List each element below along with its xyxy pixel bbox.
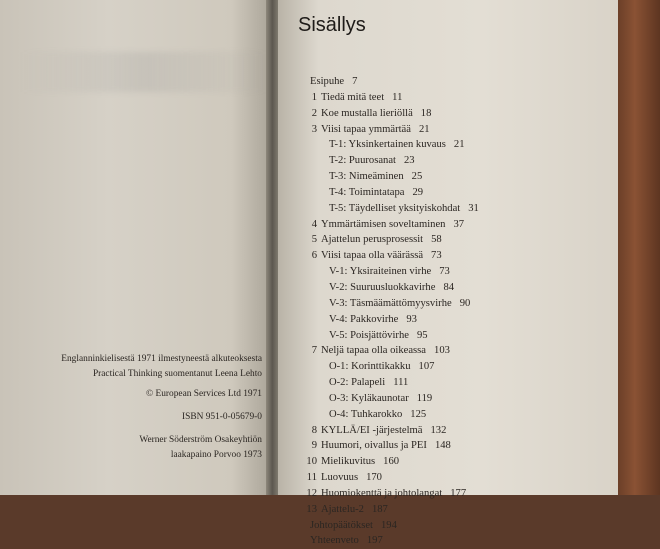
toc-entry (306, 454, 610, 470)
toc-entry-number: 11 (306, 472, 317, 484)
toc-entry-title: Mielikuvitus (321, 456, 376, 468)
toc-entry-body (329, 280, 454, 296)
toc-entry-body (329, 312, 417, 328)
toc-entry-number: 6 (311, 250, 317, 262)
toc-entry-number: 12 (306, 487, 317, 499)
toc-entry-page: 58 (431, 234, 442, 246)
imprint-printer: laakapaino Porvoo 1973 (170, 449, 262, 460)
toc-entry-title: Ymmärtämisen soveltaminen (321, 218, 446, 230)
toc-entry-page: 21 (453, 139, 465, 151)
toc-entry-body (321, 486, 466, 502)
toc-entry (310, 90, 610, 106)
toc-entry-page: 187 (371, 503, 388, 515)
toc-entry-body (310, 518, 397, 534)
toc-entry (310, 217, 610, 233)
toc-entry-body (321, 470, 382, 486)
toc-entry (310, 122, 610, 138)
toc-entry-body (321, 106, 431, 122)
toc-entry-title: Neljä tapaa olla oikeassa (321, 345, 427, 357)
toc-entry-title: Viisi tapaa ymmärtää (321, 123, 411, 135)
imprint-copyright: © European Services Ltd 1971 (146, 389, 262, 399)
toc-entry-page: 194 (380, 519, 397, 531)
toc-entry-title: Ajattelu-2 (321, 503, 364, 515)
toc-entry-page: 103 (434, 345, 450, 357)
toc-entry (306, 486, 610, 502)
toc-entry (310, 533, 610, 549)
toc-entry-title: V-4: Pakkovirhe (329, 313, 399, 325)
toc-entry-page: 18 (420, 107, 432, 119)
toc-entry-body (310, 74, 357, 90)
toc-entry-body (329, 359, 434, 375)
toc-entry (310, 137, 610, 153)
toc-title: Sisällys (298, 14, 366, 36)
toc-entry (306, 502, 610, 518)
toc-entry-page: 111 (393, 377, 409, 389)
toc-entry (310, 74, 610, 90)
toc-entry (310, 407, 610, 423)
toc-entry (310, 438, 610, 454)
toc-entry-body (329, 296, 470, 312)
toc-entry-body (329, 407, 426, 423)
toc-entry-body (329, 375, 408, 391)
toc-entry (310, 312, 610, 328)
toc-entry-page: 132 (430, 424, 447, 436)
toc-entry-body (329, 153, 415, 169)
toc-entry-title: Viisi tapaa olla väärässä (321, 250, 424, 262)
toc-entry-page: 73 (439, 266, 450, 278)
toc-entry-page: 177 (450, 487, 467, 499)
toc-entry-title: T-3: Nimeäminen (329, 171, 404, 183)
toc-entry-page: 7 (352, 76, 358, 87)
toc-entry-page: 25 (411, 171, 423, 183)
toc-entry-body (321, 232, 442, 248)
toc-entry-number: 2 (311, 107, 317, 119)
toc-entry (306, 470, 610, 486)
toc-entry-title: Yhteenveto (310, 535, 359, 547)
toc-entry-title: KYLLÄ/EI -järjestelmä (321, 424, 423, 436)
toc-entry-title: T-2: Puurosanat (329, 155, 396, 167)
toc-entry-page: 148 (434, 440, 451, 452)
toc-entry-body (321, 423, 446, 439)
toc-entry (310, 518, 610, 534)
toc-entry-page: 93 (406, 313, 417, 325)
imprint-block (0, 352, 262, 462)
imprint-original-line: Englanninkielisestä 1971 ilmestyneestä alkuteoksesta (61, 354, 262, 364)
toc-entry-body (321, 438, 451, 454)
toc-entry-title: V-1: Yksiraiteinen virhe (329, 266, 432, 278)
toc-entry-body (321, 217, 464, 233)
toc-entry (310, 232, 610, 248)
show-through-print (20, 52, 270, 92)
toc-entry-body (329, 328, 428, 344)
toc-entry-body (329, 264, 450, 280)
toc-entry-body (321, 90, 402, 106)
toc-entry-body (321, 248, 442, 264)
toc-entry-number: 7 (311, 345, 317, 357)
toc-entry-page: 84 (443, 281, 455, 293)
toc-entry-page: 11 (392, 91, 403, 103)
toc-entry-title: O-2: Palapeli (329, 377, 386, 389)
imprint-isbn: ISBN 951-0-05679-0 (182, 411, 262, 422)
toc-entry-body (329, 169, 422, 185)
toc-entry-title: Ajattelun perusprosessit (321, 234, 424, 246)
toc-entry (310, 375, 610, 391)
toc-entry-page: 29 (412, 186, 424, 198)
toc-entry-title: Huomiokenttä ja johtolangat (321, 487, 443, 499)
toc-entry-page: 170 (366, 472, 382, 484)
toc-entry (310, 328, 610, 344)
toc-entry-title: Esipuhe (310, 76, 345, 87)
toc-entry (310, 391, 610, 407)
toc-entry-body (329, 201, 479, 217)
toc-entry (310, 264, 610, 280)
toc-entry-page: 160 (383, 456, 400, 468)
toc-entry-page: 21 (418, 123, 430, 135)
toc-entry-title: V-3: Täsmäämättömyysvirhe (329, 297, 452, 309)
toc-entry-number: 9 (311, 440, 317, 452)
toc-entry-body (329, 391, 432, 407)
toc-entry-body (321, 454, 399, 470)
toc-entry-title: Koe mustalla lieriöllä (321, 107, 413, 119)
toc-entry-title: V-2: Suuruusluokkavirhe (329, 281, 436, 293)
toc-entry (310, 423, 610, 439)
toc-list (306, 74, 610, 549)
toc-entry-page: 23 (404, 155, 415, 167)
toc-entry-body (321, 502, 388, 518)
toc-entry-page: 31 (468, 202, 479, 214)
imprint-publisher: Werner Söderström Osakeyhtiön (139, 435, 262, 445)
toc-entry-title: T-1: Yksinkertainen kuvaus (329, 139, 446, 151)
toc-entry-number: 3 (311, 123, 317, 135)
toc-entry (310, 185, 610, 201)
toc-entry-number: 10 (306, 456, 317, 468)
toc-entry-title: Luovuus (321, 472, 359, 484)
toc-entry (310, 248, 610, 264)
toc-entry-page: 90 (459, 297, 471, 309)
toc-entry-title: T-4: Toimintatapa (329, 186, 405, 198)
toc-entry-body (321, 122, 430, 138)
toc-entry-number: 5 (311, 234, 317, 246)
toc-entry (310, 106, 610, 122)
toc-entry-body (329, 137, 465, 153)
toc-entry-title: O-1: Korinttikakku (329, 361, 411, 373)
toc-entry-page: 107 (418, 361, 435, 373)
toc-entry-number: 1 (311, 91, 317, 103)
toc-entry (310, 296, 610, 312)
toc-entry-number: 8 (311, 424, 317, 436)
toc-entry-page: 95 (416, 329, 428, 341)
toc-entry-body (329, 185, 423, 201)
toc-entry-body (321, 343, 450, 359)
toc-entry-title: Tiedä mitä teet (321, 91, 385, 103)
toc-entry-page: 119 (416, 392, 433, 404)
table-surface (618, 0, 660, 495)
toc-entry-number: 4 (311, 218, 317, 230)
toc-entry (310, 201, 610, 217)
toc-entry-page: 73 (431, 250, 442, 262)
left-page (0, 0, 272, 495)
toc-entry-title: V-5: Poisjättövirhe (329, 329, 409, 341)
toc-entry-page: 197 (366, 535, 383, 547)
toc-entry (310, 343, 610, 359)
toc-entry-number: 13 (306, 503, 317, 515)
toc-entry-title: O-4: Tuhkarokko (329, 408, 403, 420)
toc-entry-page: 125 (410, 408, 427, 420)
toc-entry-body (310, 533, 383, 549)
toc-entry (310, 280, 610, 296)
toc-entry (310, 359, 610, 375)
toc-entry-title: Johtopäätökset (310, 519, 373, 531)
toc-entry-title: Huumori, oivallus ja PEI (321, 440, 427, 452)
imprint-translator-line: Practical Thinking suomentanut Leena Lehto (92, 368, 262, 379)
toc-entry (310, 169, 610, 185)
toc-entry-page: 37 (453, 218, 465, 230)
toc-entry (310, 153, 610, 169)
toc-entry-title: O-3: Kyläkaunotar (329, 392, 409, 404)
toc-entry-title: T-5: Täydelliset yksityiskohdat (329, 202, 461, 214)
